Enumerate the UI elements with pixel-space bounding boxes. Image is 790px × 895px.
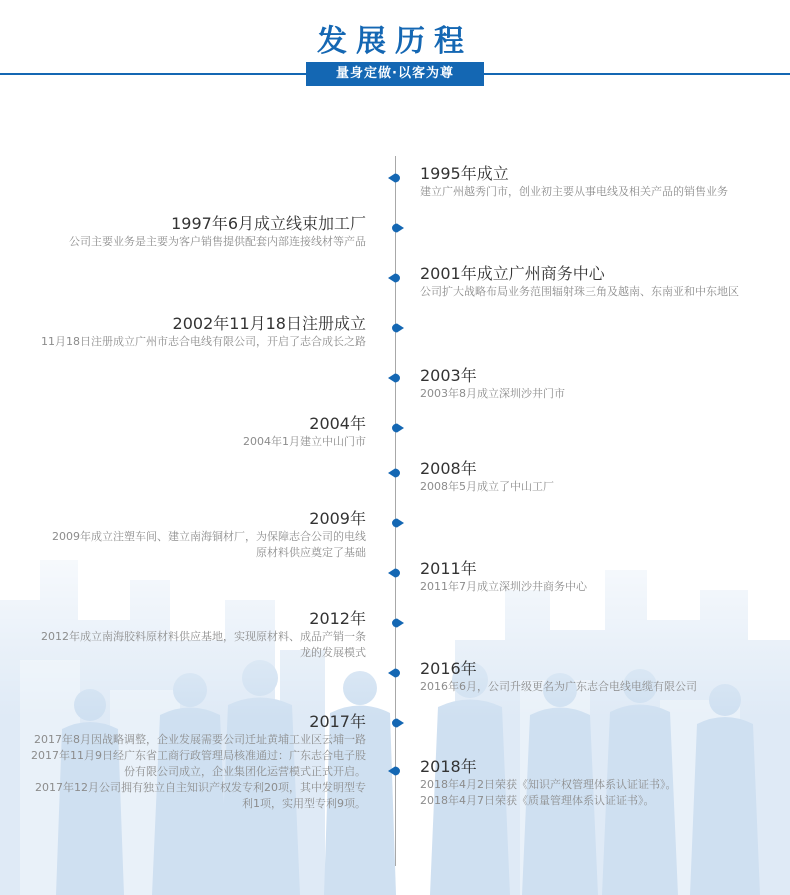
timeline-entry <box>41 314 366 350</box>
timeline-entry-year: 2008年 <box>420 459 477 478</box>
timeline-entry-description: 2017年8月因战略调整，企业发展需要公司迁址黄埔工业区云埔一路 <box>34 733 366 746</box>
timeline-axis <box>395 156 396 866</box>
timeline-marker-icon <box>388 468 404 478</box>
timeline-entry-description: 2018年4月7日荣获《质量管理体系认证证书》。 <box>420 794 655 807</box>
timeline-entry-description: 公司主要业务是主要为客户销售提供配套内部连接线材等产品 <box>69 235 366 248</box>
timeline-entry-year: 2001年成立广州商务中心 <box>420 264 605 283</box>
timeline-entry-year: 2011年 <box>420 559 477 578</box>
timeline-entry-description: 建立广州越秀门市，创业初主要从事电线及相关产品的销售业务 <box>420 185 728 198</box>
timeline-entry-description: 2012年成立南海胶料原材料供应基地，实现原材料、成品产销一条 <box>41 630 366 643</box>
timeline-entry-year: 1995年成立 <box>420 164 509 183</box>
timeline-entry <box>243 414 366 450</box>
timeline-marker-icon <box>388 518 404 528</box>
timeline-entry-description: 2004年1月建立中山门市 <box>243 435 366 448</box>
timeline-entry-description: 份有限公司成立，企业集团化运营模式正式开启。 <box>124 765 366 778</box>
timeline-marker-icon <box>388 373 404 383</box>
timeline-entry <box>420 559 587 595</box>
timeline-entry-description: 11月18日注册成立广州市志合电线有限公司，开启了志合成长之路 <box>41 335 366 348</box>
timeline-entry-year: 2017年 <box>309 712 366 731</box>
timeline-marker-icon <box>388 718 404 728</box>
timeline-entry <box>52 509 366 561</box>
timeline-marker-icon <box>388 618 404 628</box>
timeline-entry-description: 龙的发展模式 <box>300 646 366 659</box>
timeline-entry <box>420 366 565 402</box>
timeline-entry <box>31 712 366 812</box>
timeline-entry-description: 原材料供应奠定了基础 <box>256 546 366 559</box>
timeline-marker-icon <box>388 323 404 333</box>
timeline-entry-description: 公司扩大战略布局业务范围辐射珠三角及越南、东南亚和中东地区 <box>420 285 739 298</box>
timeline-entry-year: 2002年11月18日注册成立 <box>172 314 366 333</box>
timeline-entry-year: 2004年 <box>309 414 366 433</box>
section-header <box>0 0 790 100</box>
timeline-entry-description: 2017年12月公司拥有独立自主知识产权发专利20项，其中发明型专 <box>35 781 366 794</box>
timeline-marker-icon <box>388 423 404 433</box>
header-slogan-badge: 量身定做·以客为尊 <box>306 62 484 86</box>
timeline-entry-description: 2009年成立注塑车间、建立南海铜材厂，为保障志合公司的电线 <box>52 530 366 543</box>
timeline-entry <box>420 264 739 300</box>
timeline-entry <box>420 659 697 695</box>
timeline-marker-icon <box>388 273 404 283</box>
timeline-entry-description: 2018年4月2日荣获《知识产权管理体系认证证书》。 <box>420 778 677 791</box>
timeline-entry-description: 2011年7月成立深圳沙井商务中心 <box>420 580 587 593</box>
timeline-entry <box>420 757 677 809</box>
timeline-entry <box>69 214 366 250</box>
timeline-marker-icon <box>388 173 404 183</box>
timeline-entry-description: 2008年5月成立了中山工厂 <box>420 480 554 493</box>
timeline-entry-year: 2009年 <box>309 509 366 528</box>
timeline-marker-icon <box>388 568 404 578</box>
timeline-entry <box>420 459 554 495</box>
timeline-entry-description: 2017年11月9日经广东省工商行政管理局核准通过：广东志合电子股 <box>31 749 366 762</box>
page-title: 发展历程 <box>317 24 473 59</box>
timeline-entry-year: 2003年 <box>420 366 477 385</box>
timeline-entry-year: 2016年 <box>420 659 477 678</box>
timeline-entry <box>41 609 366 661</box>
timeline-marker-icon <box>388 223 404 233</box>
timeline-entry-description: 2016年6月，公司升级更名为广东志合电线电缆有限公司 <box>420 680 697 693</box>
timeline-entry-year: 2012年 <box>309 609 366 628</box>
timeline-entry <box>420 164 728 200</box>
timeline-marker-icon <box>388 668 404 678</box>
timeline-entry-year: 2018年 <box>420 757 477 776</box>
timeline-entry-year: 1997年6月成立线束加工厂 <box>171 214 366 233</box>
timeline-marker-icon <box>388 766 404 776</box>
timeline-entry-description: 2003年8月成立深圳沙井门市 <box>420 387 565 400</box>
timeline-entry-description: 利1项，实用型专利9项。 <box>242 797 366 810</box>
